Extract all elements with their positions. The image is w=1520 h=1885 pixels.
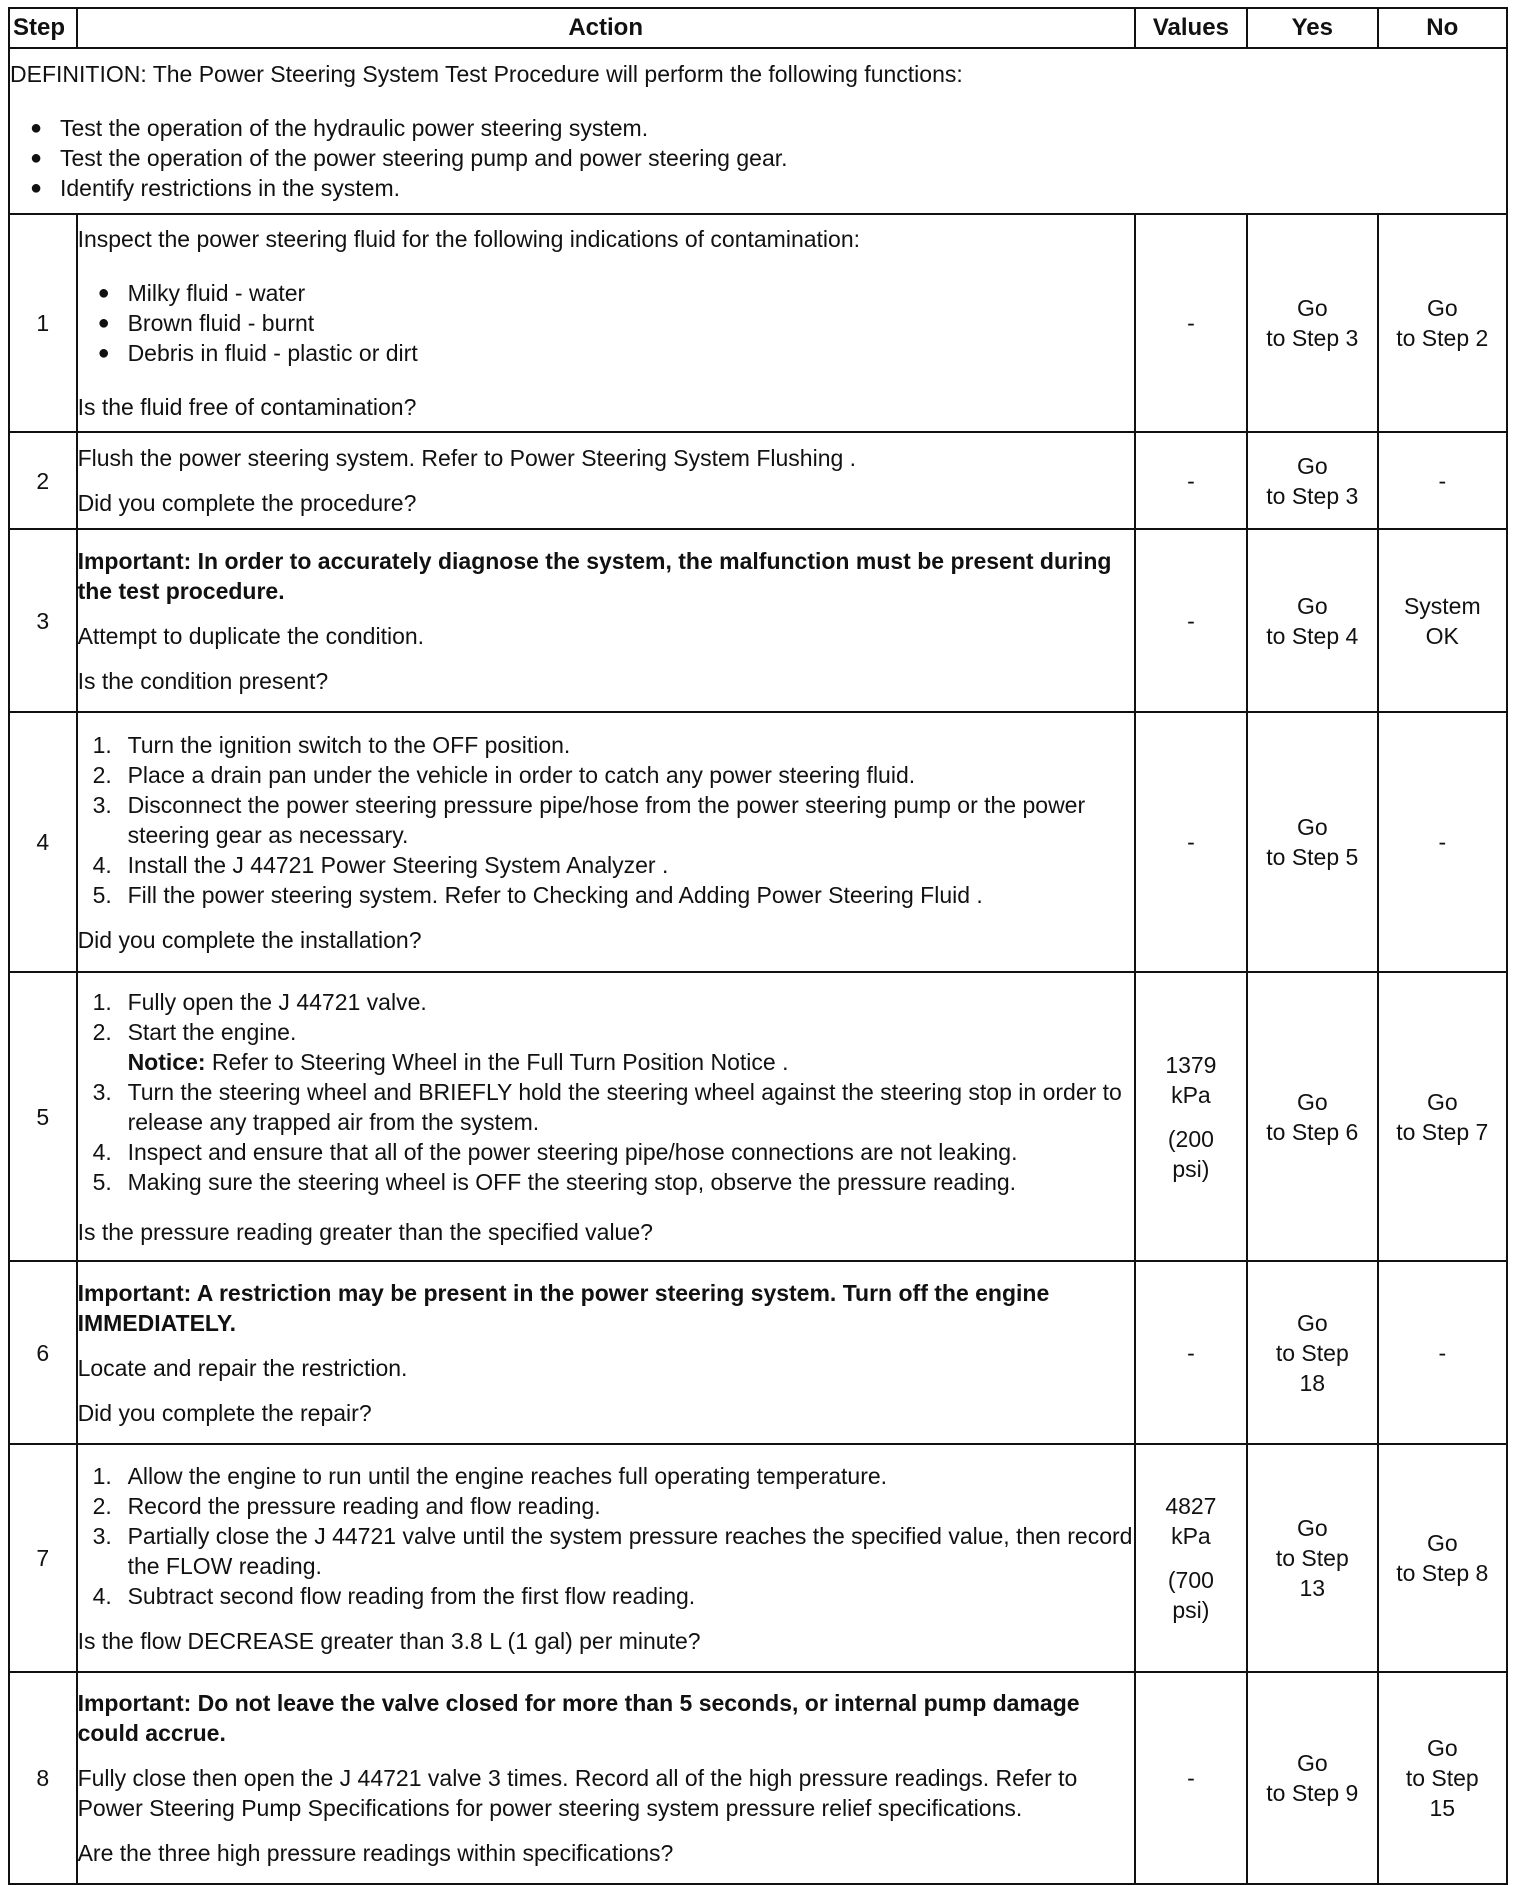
contamination-bullet: ● Milky fluid - water [78, 278, 1134, 308]
no-cell[interactable] [1378, 1672, 1507, 1884]
no-go: Go [1426, 1735, 1458, 1761]
important-note [78, 1278, 1134, 1338]
no-target-number: 15 [1429, 1795, 1456, 1821]
procedure-item-text: Inspect and ensure that all of the power steering pipe/hose connections are not leaking. [127, 1138, 1018, 1165]
header-no: No [1378, 8, 1507, 48]
procedure-item: 3. Disconnect the power steering pressure pipe/hose from the power steering pump or the power steering gear as necessary. [92, 791, 1086, 848]
procedure-item: 4. Inspect and ensure that all of the power steering pipe/hose connections are not leaking. [92, 1138, 1018, 1165]
no-result-status: OK [1425, 622, 1459, 649]
step-number: 8 [9, 1672, 77, 1884]
step-number: 3 [9, 529, 77, 712]
procedure-item: 1. Fully open the J 44721 valve. [92, 988, 427, 1015]
procedure-item: 1. Turn the ignition switch to the OFF position. [92, 731, 571, 758]
yes-target-number: 18 [1299, 1369, 1326, 1396]
procedure-item-text: Disconnect the power steering pressure pipe/hose from the power steering pump or the power steering gear as necessary. [127, 791, 1086, 848]
yes-target: to Step 5 [1266, 844, 1359, 870]
value-number: 1379 [1165, 1051, 1217, 1078]
procedure-item-text: Partially close the J 44721 valve until the system pressure reaches the specified value, then record the FLOW reading. [127, 1522, 1133, 1579]
notice-text[interactable]: Refer to Steering Wheel in the Full Turn Position Notice . [205, 1048, 789, 1075]
header-row [9, 8, 1507, 48]
step-row-4 [9, 712, 1507, 972]
no-result: System [1403, 592, 1481, 619]
procedure-item-text: Turn the ignition switch to the OFF position. [127, 731, 571, 758]
procedure-item-text: Fully open the J 44721 valve. [127, 988, 427, 1015]
step-row-8 [9, 1672, 1507, 1884]
procedure-item-text: Place a drain pan under the vehicle in order to catch any power steering fluid. [127, 761, 916, 788]
action-intro: Locate and repair the restriction. [77, 1354, 408, 1381]
values-cell [1135, 972, 1247, 1261]
step-row-5 [9, 972, 1507, 1261]
action-question: Are the three high pressure readings within specifications? [77, 1840, 674, 1866]
action-cell [77, 1261, 1135, 1444]
important-text: Important: In order to accurately diagnose the system, the malfunction must be present during the test procedure. [77, 547, 1112, 604]
no-go: Go [1426, 1530, 1458, 1556]
procedure-item-text: Allow the engine to run until the engine reaches full operating temperature. [127, 1462, 888, 1489]
value-alt-number: (200 [1167, 1125, 1214, 1152]
action-intro: Attempt to duplicate the condition. [77, 622, 425, 649]
no-target: to Step 2 [1396, 325, 1489, 351]
no-dash: - [1438, 1339, 1447, 1366]
values-cell: - [1135, 214, 1247, 432]
yes-go: Go [1296, 592, 1328, 619]
values-cell: - [1135, 1261, 1247, 1444]
yes-target: to Step 6 [1266, 1118, 1359, 1145]
important-note [78, 1688, 1134, 1748]
important-note [78, 546, 1134, 606]
yes-go: Go [1296, 814, 1328, 840]
step-row-6 [9, 1261, 1507, 1444]
no-go: Go [1426, 295, 1458, 321]
procedure-item-text: Start the engine. [127, 1018, 297, 1045]
step-number: 6 [9, 1261, 77, 1444]
procedure-item-text: Subtract second flow reading from the first flow reading. [127, 1582, 696, 1609]
yes-target: to Step 3 [1266, 482, 1359, 509]
step-row-3 [9, 529, 1507, 712]
action-question: Did you complete the installation? [77, 926, 422, 953]
no-dash: - [1438, 467, 1447, 494]
values-cell [1135, 1444, 1247, 1672]
yes-cell[interactable] [1247, 1444, 1378, 1672]
yes-target: to Step [1275, 1339, 1349, 1366]
yes-target: to Step 4 [1266, 622, 1359, 649]
definition-bullet: ● Test the operation of the power steering pump and power steering gear. [10, 143, 1506, 173]
value-unit: kPa [1171, 1523, 1211, 1549]
important-text: Important: A restriction may be present in the power steering system. Turn off the engine IMMEDIATELY. [77, 1279, 1050, 1336]
procedure-item-text: Install the J 44721 Power Steering System Analyzer . [127, 851, 669, 878]
procedure-item-text: Turn the steering wheel and BRIEFLY hold the steering wheel against the steering stop in order to release any trapped air from the system. [127, 1078, 1122, 1135]
yes-cell[interactable] [1247, 1672, 1378, 1884]
procedure-item: 4. Subtract second flow reading from the first flow reading. [92, 1582, 696, 1609]
procedure-item: 2. Record the pressure reading and flow reading. [92, 1492, 601, 1519]
step-number: 2 [9, 432, 77, 529]
yes-target: to Step 9 [1266, 1780, 1359, 1806]
definition-bullet: ● Identify restrictions in the system. [10, 173, 1506, 203]
yes-go: Go [1296, 295, 1328, 321]
action-question: Is the pressure reading greater than the specified value? [77, 1218, 653, 1245]
important-text: Important: Do not leave the valve closed for more than 5 seconds, or internal pump damage could accrue. [77, 1690, 1080, 1746]
definition-cell [9, 48, 1507, 214]
procedure-item: 2. Place a drain pan under the vehicle in order to catch any power steering fluid. [92, 761, 916, 788]
procedure-item: 5. Fill the power steering system. Refer to Checking and Adding Power Steering Fluid . [92, 881, 983, 908]
values-cell: - [1135, 432, 1247, 529]
yes-go: Go [1296, 1515, 1328, 1541]
step-row-2 [9, 432, 1507, 529]
header-action: Action [77, 8, 1135, 48]
action-question: Is the condition present? [77, 667, 329, 694]
no-cell [1378, 432, 1507, 529]
no-go: Go [1426, 1088, 1458, 1115]
no-cell [1378, 1261, 1507, 1444]
no-target: to Step 8 [1396, 1560, 1489, 1586]
no-cell[interactable] [1378, 529, 1507, 712]
notice [128, 1047, 1134, 1077]
definition-row [9, 48, 1507, 214]
procedure-item: 3. Turn the steering wheel and BRIEFLY hold the steering wheel against the steering stop in order to release any trapped air from the system. [92, 1078, 1122, 1135]
action-intro: Inspect the power steering fluid for the following indications of contamination: [77, 226, 861, 252]
action-cell [77, 972, 1135, 1261]
procedure-item: 5. Making sure the steering wheel is OFF the steering stop, observe the pressure reading. [92, 1168, 1017, 1195]
procedure-item: 3. Partially close the J 44721 valve until the system pressure reaches the specified value, then record the FLOW reading. [92, 1522, 1133, 1579]
step-row-1 [9, 214, 1507, 432]
action-cell [77, 214, 1135, 432]
definition-intro: DEFINITION: The Power Steering System Test Procedure will perform the following functions: [10, 61, 963, 87]
yes-cell[interactable] [1247, 529, 1378, 712]
no-cell[interactable] [1378, 214, 1507, 432]
no-dash: - [1438, 829, 1447, 855]
values-cell: - [1135, 529, 1247, 712]
yes-cell[interactable] [1247, 972, 1378, 1261]
value-number: 4827 [1165, 1493, 1217, 1519]
yes-target: to Step 3 [1266, 325, 1359, 351]
value-unit: kPa [1171, 1081, 1211, 1108]
procedure-item: 1. Allow the engine to run until the engine reaches full operating temperature. [92, 1462, 888, 1489]
yes-target: to Step [1275, 1545, 1349, 1571]
action-question: Did you complete the repair? [77, 1399, 372, 1426]
action-intro: Fully close then open the J 44721 valve 3 times. Record all of the high pressure readings. Refer to Power Steering Pump Specifications for power steering system pressure relief specifications. [77, 1765, 1078, 1821]
action-question: Is the fluid free of contamination? [77, 394, 417, 420]
no-target: to Step 7 [1396, 1118, 1489, 1145]
contamination-bullet: ● Brown fluid - burnt [78, 308, 1134, 338]
yes-go: Go [1296, 452, 1328, 479]
action-intro: Flush the power steering system. Refer to Power Steering System Flushing . [77, 445, 857, 471]
header-yes: Yes [1247, 8, 1378, 48]
step-number: 1 [9, 214, 77, 432]
notice-label: Notice: [127, 1048, 206, 1075]
yes-go: Go [1296, 1309, 1328, 1336]
header-step: Step [9, 8, 77, 48]
procedure-item-text: Making sure the steering wheel is OFF the steering stop, observe the pressure reading. [127, 1168, 1017, 1195]
contamination-bullet: ● Debris in fluid - plastic or dirt [78, 338, 1134, 368]
action-cell [77, 1672, 1135, 1884]
procedure-item-text: Record the pressure reading and flow reading. [127, 1492, 601, 1519]
values-cell: - [1135, 1672, 1247, 1884]
diagnostic-table [8, 7, 1508, 1885]
step-number: 7 [9, 1444, 77, 1672]
step-number: 4 [9, 712, 77, 972]
value-alt-unit: psi) [1172, 1155, 1210, 1182]
header-values: Values [1135, 8, 1247, 48]
values-cell: - [1135, 712, 1247, 972]
value-alt-number: (700 [1167, 1567, 1214, 1593]
yes-cell[interactable] [1247, 432, 1378, 529]
yes-cell[interactable] [1247, 1261, 1378, 1444]
step-row-7 [9, 1444, 1507, 1672]
step-number: 5 [9, 972, 77, 1261]
yes-target-number: 13 [1299, 1575, 1326, 1601]
procedure-item: 4. Install the J 44721 Power Steering System Analyzer . [92, 851, 669, 878]
action-question: Is the flow DECREASE greater than 3.8 L (1 gal) per minute? [77, 1627, 701, 1654]
value-alt-unit: psi) [1172, 1597, 1210, 1623]
yes-go: Go [1296, 1088, 1328, 1115]
action-cell [77, 432, 1135, 529]
action-cell [77, 529, 1135, 712]
procedure-item: 2. Start the engine. Notice: Refer to Steering Wheel in the Full Turn Position Notice . [78, 1017, 1134, 1077]
definition-bullet: ● Test the operation of the hydraulic power steering system. [10, 113, 1506, 143]
no-cell[interactable] [1378, 972, 1507, 1261]
yes-go: Go [1296, 1750, 1328, 1776]
procedure-item-text: Fill the power steering system. Refer to Checking and Adding Power Steering Fluid . [127, 881, 983, 908]
action-question: Did you complete the procedure? [77, 490, 417, 516]
no-cell [1378, 712, 1507, 972]
yes-cell[interactable] [1247, 214, 1378, 432]
yes-cell[interactable] [1247, 712, 1378, 972]
no-cell[interactable] [1378, 1444, 1507, 1672]
action-cell [77, 712, 1135, 972]
action-cell [77, 1444, 1135, 1672]
no-target: to Step [1405, 1765, 1479, 1791]
